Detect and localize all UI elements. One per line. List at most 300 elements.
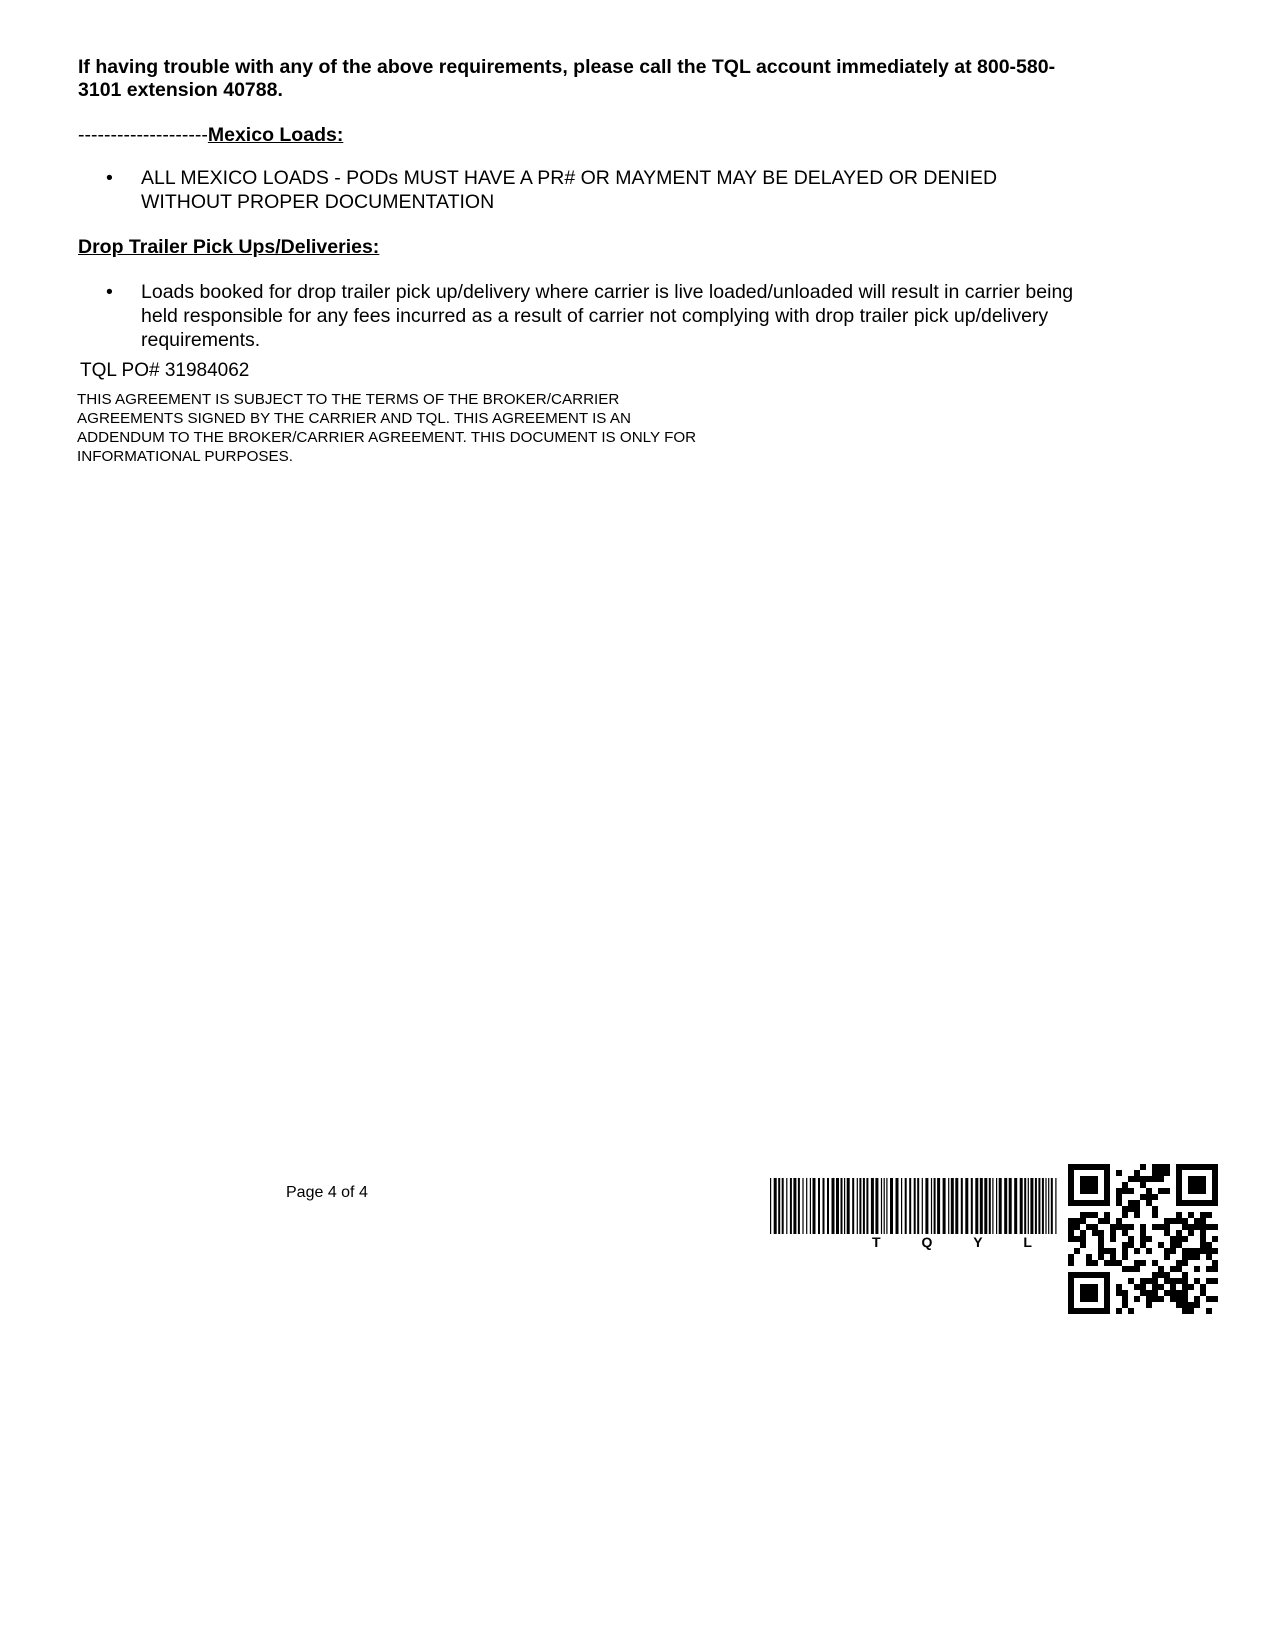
qr-module: [1146, 1236, 1152, 1242]
qr-module: [1086, 1272, 1092, 1278]
qr-module: [1194, 1248, 1200, 1254]
qr-module: [1182, 1218, 1188, 1224]
qr-module: [1104, 1164, 1110, 1170]
barcode-bar: [866, 1178, 868, 1234]
qr-module: [1086, 1200, 1092, 1206]
qr-module: [1194, 1200, 1200, 1206]
qr-module: [1212, 1188, 1218, 1194]
qr-module: [1194, 1182, 1200, 1188]
qr-module: [1194, 1218, 1200, 1224]
qr-module: [1074, 1218, 1080, 1224]
qr-module: [1140, 1194, 1146, 1200]
qr-module: [1176, 1230, 1182, 1236]
qr-module: [1104, 1308, 1110, 1314]
barcode-bar: [943, 1178, 946, 1234]
qr-module: [1206, 1164, 1212, 1170]
barcode-bar: [1009, 1178, 1012, 1234]
barcode-bar: [823, 1178, 825, 1234]
qr-module: [1152, 1206, 1158, 1212]
qr-module: [1212, 1170, 1218, 1176]
barcode-bar: [778, 1178, 780, 1234]
qr-module: [1164, 1230, 1170, 1236]
qr-module: [1206, 1212, 1212, 1218]
qr-module: [1200, 1248, 1206, 1254]
qr-module: [1194, 1266, 1200, 1272]
barcode-bar: [818, 1178, 820, 1234]
qr-module: [1098, 1230, 1104, 1236]
qr-module: [1170, 1218, 1176, 1224]
barcode-bar: [774, 1178, 777, 1234]
qr-module: [1164, 1272, 1170, 1278]
qr-module: [1152, 1284, 1158, 1290]
drop-trailer-text: Loads booked for drop trailer pick up/delivery where carrier is live loaded/unloaded will result in carrier being held responsible for any fees incurred as a result of carrier not complying with drop trailer pick up/delivery requirements.: [141, 281, 1074, 351]
qr-module: [1122, 1212, 1128, 1218]
qr-module: [1104, 1212, 1110, 1218]
qr-module: [1092, 1296, 1098, 1302]
qr-module: [1188, 1284, 1194, 1290]
barcode-bar: [1020, 1178, 1023, 1234]
qr-module: [1140, 1290, 1146, 1296]
barcode-bar: [989, 1178, 991, 1234]
barcode-bar: [975, 1178, 978, 1234]
qr-module: [1140, 1278, 1146, 1284]
qr-module: [1158, 1266, 1164, 1272]
qr-module: [1104, 1260, 1110, 1266]
qr-module: [1068, 1278, 1074, 1284]
qr-module: [1212, 1194, 1218, 1200]
qr-module: [1188, 1200, 1194, 1206]
barcode-bar: [827, 1178, 829, 1234]
barcode-bar: [1028, 1178, 1029, 1234]
barcode-bar: [1042, 1178, 1044, 1234]
qr-module: [1092, 1176, 1098, 1182]
qr-module: [1134, 1200, 1140, 1206]
qr-module: [1098, 1200, 1104, 1206]
qr-module: [1182, 1302, 1188, 1308]
qr-module: [1146, 1290, 1152, 1296]
bullet-icon: •: [106, 281, 113, 303]
qr-module: [1164, 1254, 1170, 1260]
mexico-loads-text: ALL MEXICO LOADS - PODs MUST HAVE A PR# OR MAYMENT MAY BE DELAYED OR DENIED WITHOUT PROPER DOCUMENTATION: [141, 167, 998, 213]
qr-module: [1122, 1230, 1128, 1236]
qr-module: [1194, 1254, 1200, 1260]
heading-dashes: --------------------: [78, 124, 208, 146]
qr-module: [1068, 1254, 1074, 1260]
barcode-bar: [859, 1178, 861, 1234]
qr-module: [1176, 1200, 1182, 1206]
qr-module: [1122, 1224, 1128, 1230]
qr-module: [1122, 1182, 1128, 1188]
qr-module: [1182, 1290, 1188, 1296]
qr-module: [1176, 1170, 1182, 1176]
qr-module: [1116, 1218, 1122, 1224]
qr-module: [1176, 1278, 1182, 1284]
barcode-bar: [782, 1178, 784, 1234]
qr-module: [1176, 1194, 1182, 1200]
qr-module: [1122, 1254, 1128, 1260]
qr-module: [1122, 1188, 1128, 1194]
agreement-line: THIS AGREEMENT IS SUBJECT TO THE TERMS OF THE BROKER/CARRIER: [77, 391, 620, 408]
qr-module: [1122, 1296, 1128, 1302]
qr-module: [1176, 1290, 1182, 1296]
qr-module: [1170, 1266, 1176, 1272]
qr-module: [1170, 1242, 1176, 1248]
qr-module: [1074, 1236, 1080, 1242]
barcode-icon: [770, 1178, 1060, 1236]
qr-module: [1176, 1296, 1182, 1302]
drop-trailer-heading: Drop Trailer Pick Ups/Deliveries:: [78, 236, 380, 258]
qr-module: [1134, 1176, 1140, 1182]
qr-module: [1080, 1272, 1086, 1278]
agreement-disclaimer: [77, 390, 777, 466]
qr-module: [1200, 1224, 1206, 1230]
qr-module: [1200, 1284, 1206, 1290]
barcode-bar: [857, 1178, 858, 1234]
qr-module: [1152, 1260, 1158, 1266]
qr-module: [1080, 1188, 1086, 1194]
qr-module: [1158, 1272, 1164, 1278]
qr-module: [1092, 1164, 1098, 1170]
barcode-bar: [996, 1178, 997, 1234]
qr-module: [1182, 1260, 1188, 1266]
qr-module: [1092, 1308, 1098, 1314]
barcode-bar: [1055, 1178, 1056, 1234]
qr-module: [1188, 1188, 1194, 1194]
barcode-bar: [832, 1178, 835, 1234]
qr-module: [1164, 1290, 1170, 1296]
barcode-bar: [917, 1178, 919, 1234]
qr-module: [1176, 1266, 1182, 1272]
qr-module: [1200, 1212, 1206, 1218]
qr-module: [1134, 1212, 1140, 1218]
qr-module: [1158, 1176, 1164, 1182]
barcode-bar: [922, 1178, 923, 1234]
barcode-caption: [872, 1234, 1032, 1250]
qr-module: [1212, 1278, 1218, 1284]
qr-module: [1140, 1182, 1146, 1188]
qr-module: [1200, 1176, 1206, 1182]
barcode-bar: [937, 1178, 940, 1234]
qr-module: [1074, 1272, 1080, 1278]
qr-module: [1206, 1200, 1212, 1206]
qr-module: [1080, 1212, 1086, 1218]
qr-module: [1134, 1296, 1140, 1302]
qr-module: [1104, 1278, 1110, 1284]
qr-module: [1068, 1194, 1074, 1200]
qr-module: [1182, 1278, 1188, 1284]
barcode-bar: [1030, 1178, 1033, 1234]
qr-module: [1080, 1164, 1086, 1170]
qr-module: [1212, 1266, 1218, 1272]
barcode-bar: [836, 1178, 839, 1234]
qr-module: [1092, 1284, 1098, 1290]
mexico-loads-title: Mexico Loads:: [207, 124, 344, 146]
qr-module: [1158, 1242, 1164, 1248]
qr-module: [1068, 1176, 1074, 1182]
qr-module: [1200, 1230, 1206, 1236]
qr-module: [1092, 1212, 1098, 1218]
qr-module: [1116, 1290, 1122, 1296]
qr-module: [1092, 1182, 1098, 1188]
qr-module: [1128, 1236, 1134, 1242]
drop-trailer-item: [106, 280, 1086, 352]
qr-module: [1200, 1218, 1206, 1224]
qr-module: [1080, 1182, 1086, 1188]
mexico-loads-item: [106, 166, 1086, 214]
agreement-line: AGREEMENTS SIGNED BY THE CARRIER AND TQL. THIS AGREEMENT IS AN: [77, 410, 631, 427]
qr-module: [1152, 1296, 1158, 1302]
qr-module: [1188, 1176, 1194, 1182]
barcode-bar: [951, 1178, 954, 1234]
qr-module: [1194, 1278, 1200, 1284]
qr-module: [1068, 1230, 1074, 1236]
qr-module: [1182, 1272, 1188, 1278]
qr-module: [1158, 1170, 1164, 1176]
page-number: Page 4 of 4: [286, 1184, 368, 1201]
qr-module: [1068, 1236, 1074, 1242]
qr-module: [1182, 1284, 1188, 1290]
qr-module: [1152, 1224, 1158, 1230]
barcode-bar: [934, 1178, 936, 1234]
qr-module: [1182, 1248, 1188, 1254]
qr-module: [1074, 1164, 1080, 1170]
qr-module: [1068, 1302, 1074, 1308]
qr-module: [1182, 1164, 1188, 1170]
qr-module: [1134, 1284, 1140, 1290]
agreement-line: INFORMATIONAL PURPOSES.: [77, 448, 294, 465]
barcode-bar: [847, 1178, 850, 1234]
qr-module: [1140, 1176, 1146, 1182]
qr-module: [1068, 1284, 1074, 1290]
qr-module: [1128, 1206, 1134, 1212]
qr-module: [1104, 1272, 1110, 1278]
barcode-bar: [786, 1178, 787, 1234]
bullet-icon: •: [106, 167, 113, 189]
qr-module: [1098, 1242, 1104, 1248]
qr-module: [1086, 1188, 1092, 1194]
qr-module: [1068, 1260, 1074, 1266]
qr-module: [1158, 1224, 1164, 1230]
barcode-bar: [1051, 1178, 1053, 1234]
qr-module: [1116, 1200, 1122, 1206]
qr-module: [1152, 1272, 1158, 1278]
barcode-bar: [984, 1178, 987, 1234]
qr-module: [1128, 1176, 1134, 1182]
qr-module: [1176, 1176, 1182, 1182]
qr-module: [1188, 1254, 1194, 1260]
qr-module: [1164, 1248, 1170, 1254]
qr-module: [1134, 1170, 1140, 1176]
qr-module: [1170, 1248, 1176, 1254]
qr-module: [1164, 1170, 1170, 1176]
qr-module: [1068, 1224, 1074, 1230]
qr-module: [1140, 1260, 1146, 1266]
qr-module: [1068, 1182, 1074, 1188]
qr-module: [1104, 1248, 1110, 1254]
qr-module: [1140, 1164, 1146, 1170]
barcode-bar: [886, 1178, 887, 1234]
qr-module: [1134, 1260, 1140, 1266]
barcode-bar: [1038, 1178, 1040, 1234]
qr-module: [1164, 1188, 1170, 1194]
qr-module: [1134, 1266, 1140, 1272]
qr-module: [1068, 1218, 1074, 1224]
qr-module: [1068, 1200, 1074, 1206]
po-number: TQL PO# 31984062: [80, 360, 250, 381]
qr-module: [1086, 1176, 1092, 1182]
qr-module: [1152, 1194, 1158, 1200]
qr-module: [1188, 1302, 1194, 1308]
qr-module: [1092, 1224, 1098, 1230]
qr-module: [1146, 1194, 1152, 1200]
qr-module: [1092, 1230, 1098, 1236]
barcode-bar: [992, 1178, 993, 1234]
qr-module: [1206, 1308, 1212, 1314]
qr-module: [1200, 1188, 1206, 1194]
qr-module: [1128, 1242, 1134, 1248]
qr-module: [1140, 1236, 1146, 1242]
qr-module: [1206, 1296, 1212, 1302]
qr-module: [1200, 1182, 1206, 1188]
qr-module: [1194, 1164, 1200, 1170]
qr-module: [1104, 1218, 1110, 1224]
qr-module: [1170, 1236, 1176, 1242]
qr-module: [1122, 1206, 1128, 1212]
barcode-bar: [1048, 1178, 1049, 1234]
qr-module: [1110, 1260, 1116, 1266]
barcode-bar: [896, 1178, 899, 1234]
qr-module: [1170, 1296, 1176, 1302]
qr-module: [1104, 1182, 1110, 1188]
qr-module: [1122, 1302, 1128, 1308]
qr-module: [1116, 1224, 1122, 1230]
barcode-bar: [890, 1178, 893, 1234]
barcode-bar: [875, 1178, 878, 1234]
qr-module: [1080, 1230, 1086, 1236]
qr-module: [1104, 1296, 1110, 1302]
qr-module: [1176, 1236, 1182, 1242]
qr-module: [1110, 1230, 1116, 1236]
qr-module: [1212, 1182, 1218, 1188]
qr-module: [1104, 1302, 1110, 1308]
qr-module: [1110, 1254, 1116, 1260]
barcode-bar: [770, 1178, 771, 1234]
qr-module: [1212, 1248, 1218, 1254]
qr-module: [1098, 1248, 1104, 1254]
qr-module: [1176, 1302, 1182, 1308]
qr-module: [1080, 1242, 1086, 1248]
qr-module: [1104, 1290, 1110, 1296]
qr-module: [1206, 1224, 1212, 1230]
qr-module: [1086, 1260, 1092, 1266]
qr-module: [1140, 1230, 1146, 1236]
qr-module: [1116, 1170, 1122, 1176]
qr-module: [1146, 1278, 1152, 1284]
qr-module: [1164, 1164, 1170, 1170]
qr-module: [1068, 1272, 1074, 1278]
barcode-bar: [871, 1178, 874, 1234]
qr-module: [1086, 1164, 1092, 1170]
barcode-bar: [931, 1178, 932, 1234]
qr-module: [1086, 1284, 1092, 1290]
qr-module: [1086, 1254, 1092, 1260]
qr-module: [1110, 1248, 1116, 1254]
barcode-bar: [965, 1178, 968, 1234]
qr-module: [1134, 1206, 1140, 1212]
qr-module: [1206, 1254, 1212, 1260]
qr-module: [1212, 1296, 1218, 1302]
qr-module: [1146, 1248, 1152, 1254]
barcode-bar: [1024, 1178, 1026, 1234]
qr-module: [1212, 1164, 1218, 1170]
qr-module: [1146, 1188, 1152, 1194]
qr-module: [1074, 1200, 1080, 1206]
barcode-bar: [790, 1178, 792, 1234]
barcode-bar: [863, 1178, 865, 1234]
qr-module: [1194, 1224, 1200, 1230]
qr-module: [1170, 1278, 1176, 1284]
barcode-bar: [909, 1178, 911, 1234]
barcode-char: Q: [921, 1234, 933, 1250]
qr-module: [1200, 1164, 1206, 1170]
qr-module: [1182, 1236, 1188, 1242]
qr-module: [1146, 1176, 1152, 1182]
barcode-bar: [999, 1178, 1002, 1234]
qr-module: [1146, 1302, 1152, 1308]
qr-module: [1170, 1290, 1176, 1296]
qr-module: [1188, 1230, 1194, 1236]
qr-module: [1206, 1266, 1212, 1272]
qr-module: [1146, 1296, 1152, 1302]
qr-module: [1080, 1290, 1086, 1296]
qr-module: [1176, 1188, 1182, 1194]
qr-module: [1182, 1254, 1188, 1260]
barcode-bar: [971, 1178, 973, 1234]
qr-module: [1152, 1176, 1158, 1182]
qr-module: [1128, 1188, 1134, 1194]
qr-module: [1116, 1308, 1122, 1314]
qr-module: [1098, 1218, 1104, 1224]
mexico-loads-heading: [78, 124, 343, 147]
qr-module: [1176, 1218, 1182, 1224]
qr-module: [1080, 1200, 1086, 1206]
qr-module: [1152, 1278, 1158, 1284]
barcode-bar: [844, 1178, 845, 1234]
qr-module: [1128, 1200, 1134, 1206]
qr-module: [1128, 1308, 1134, 1314]
qr-module: [1092, 1200, 1098, 1206]
qr-module: [1068, 1296, 1074, 1302]
qr-module: [1164, 1218, 1170, 1224]
qr-module: [1176, 1242, 1182, 1248]
barcode-bar: [884, 1178, 885, 1234]
qr-module: [1098, 1254, 1104, 1260]
barcode-bar: [1004, 1178, 1007, 1234]
barcode-bar: [881, 1178, 882, 1234]
qr-module: [1074, 1248, 1080, 1254]
barcode-bar: [806, 1178, 807, 1234]
qr-module: [1086, 1212, 1092, 1218]
barcode-bar: [813, 1178, 816, 1234]
qr-module: [1212, 1236, 1218, 1242]
qr-module: [1080, 1296, 1086, 1302]
qr-module: [1074, 1308, 1080, 1314]
qr-module: [1122, 1266, 1128, 1272]
qr-module: [1080, 1218, 1086, 1224]
qr-module: [1080, 1236, 1086, 1242]
qr-module: [1194, 1302, 1200, 1308]
barcode-bar: [980, 1178, 983, 1234]
